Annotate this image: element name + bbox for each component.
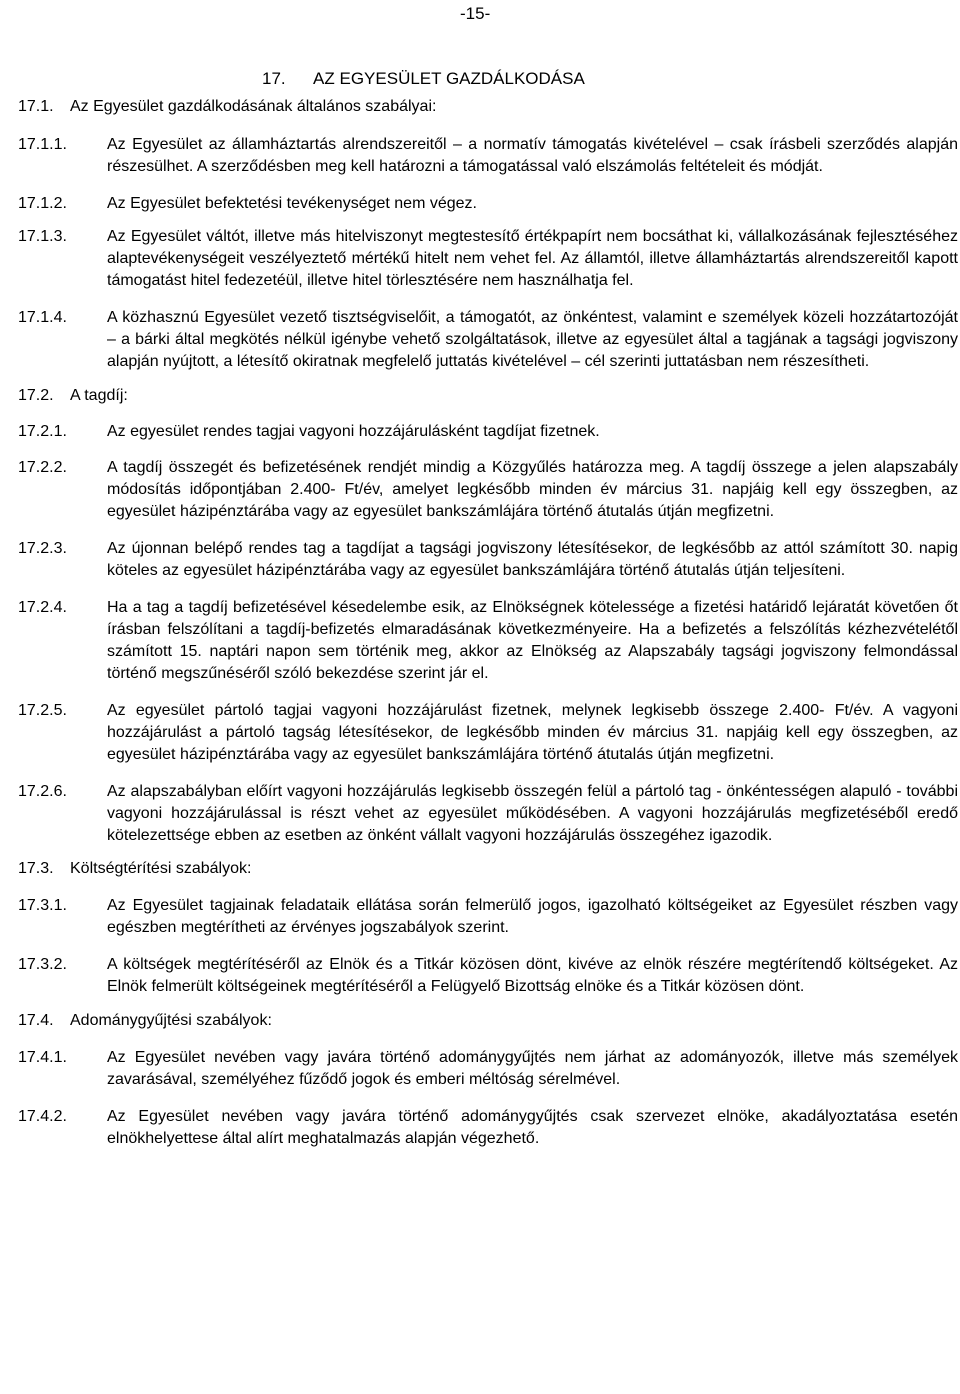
chapter-number: 17.: [262, 69, 286, 88]
clause-text: Az egyesület pártoló tagjai vagyoni hozzájárulást fizetnek, melynek legkisebb összege 2.400- Ft/év. A vagyoni hozzájárulást a pártoló tagság létesítésekor, de legkésőbb minden év március 31. napjáig kell egy összegben, az egyesület házipénztárába vagy az egyesület bankszámlájára történő átutalás útján megfizetni.: [107, 702, 958, 763]
clause: [18, 895, 958, 939]
clause-text: Az Egyesület nevében vagy javára történő adománygyűjtés nem járhat az adományozók, illetve más személyek zavarásával, személyéhez fűződő jogok és emberi méltóság sérelmével.: [107, 1049, 958, 1088]
chapter-title: AZ EGYESÜLET GAZDÁLKODÁSA: [313, 69, 585, 88]
section-number: 17.2.: [18, 387, 54, 404]
clause-text: Az Egyesület az államháztartás alrendszereitől – a normatív támogatás kivételével – csak írásbeli szerződés alapján részesülhet. A szerződésben meg kell határozni a támogatással való elszámolás feltételeit és módját.: [107, 136, 958, 175]
section-number: 17.4.: [18, 1012, 54, 1029]
clause-number: 17.1.4.: [18, 309, 67, 326]
clause: [18, 421, 958, 443]
clause-number: 17.4.1.: [18, 1049, 67, 1066]
clause-number: 17.2.5.: [18, 702, 67, 719]
clause-number: 17.3.1.: [18, 897, 67, 914]
clause-number: 17.1.3.: [18, 228, 67, 245]
clause-text: Az Egyesület nevében vagy javára történő adománygyűjtés csak szervezet elnöke, akadályoztatása esetén elnökhelyettese által alírt meghatalmazás alapján végezhető.: [107, 1108, 958, 1147]
clause: [18, 307, 958, 373]
clause-text: Az újonnan belépő rendes tag a tagdíjat a tagsági jogviszony létesítésekor, de legkésőbb az attól számított 30. napig köteles az egyesület házipénztárába vagy az egyesület bankszámlájára történő átutalás útján teljesíteni.: [107, 540, 958, 579]
clause-text: A közhasznú Egyesület vezető tisztségviselőit, a támogatót, az önkéntest, valamint e személyek közeli hozzátartozóját – a bárki által megkötés nélkül igénybe vehető szolgáltatások, illetve az egyesület által a tagjának a tagsági jogviszony alapján nyújtott, a létesítő okiratnak megfelelő juttatás kivételével – cél szerinti juttatásban nem részesítheti.: [107, 309, 958, 370]
clause: [18, 700, 958, 766]
chapter-heading: [262, 68, 585, 90]
clause-number: 17.1.2.: [18, 195, 67, 212]
clause: [18, 597, 958, 685]
section-title: A tagdíj:: [70, 387, 128, 404]
section-title: Az Egyesület gazdálkodásának általános szabályai:: [70, 98, 437, 115]
section-heading: [18, 385, 958, 407]
clause: [18, 193, 958, 215]
clause-text: Ha a tag a tagdíj befizetésével késedelembe esik, az Elnökségnek kötelessége a fizetési határidő lejáratát követően őt írásban felszólítani a tagdíj-befizetés elmaradásának következményeire. Ha a befizetés a felszólítás kézhezvételétől számított 15. naptári napon sem történik meg, akkor az Elnökség az Alapszabály tagsági jogviszony felmondással történő megszűnéséről szóló bekezdése szerint jár el.: [107, 599, 958, 682]
clause: [18, 538, 958, 582]
clause-number: 17.2.4.: [18, 599, 67, 616]
section-heading: [18, 96, 958, 118]
clause-text: A tagdíj összegét és befizetésének rendjét mindig a Közgyűlés határozza meg. A tagdíj összege a jelen alapszabály módosítás időpontjában 2.400- Ft/év, amelyet legkésőbb minden év március 31. napjáig kell egy összegben, az egyesület házipénztárába vagy az egyesület bankszámlájára történő átutalás útján megfizetni.: [107, 459, 958, 520]
section-number: 17.1.: [18, 98, 54, 115]
clause-number: 17.2.3.: [18, 540, 67, 557]
clause: [18, 1047, 958, 1091]
clause-text: Az Egyesület váltót, illetve más hitelviszonyt megtestesítő értékpapírt nem bocsáthat ki, vállalkozásának fejlesztéséhez alaptevékenységeit veszélyeztető mértékű hitelt nem vehet fel. Az államtól, illetve államháztartás alrendszereitől kapott támogatást hitel fedezetéül, illetve hitel törlesztésére nem használhatja fel.: [107, 228, 958, 289]
page-number: -15-: [460, 4, 491, 23]
clause-number: 17.1.1.: [18, 136, 67, 153]
section-title: Adománygyűjtési szabályok:: [70, 1012, 272, 1029]
clause: [18, 457, 958, 523]
clause-text: Az Egyesület befektetési tevékenységet nem végez.: [107, 195, 477, 212]
clause: [18, 1106, 958, 1150]
document-body: [18, 96, 958, 1150]
clause-number: 17.3.2.: [18, 956, 67, 973]
clause-text: Az Egyesület tagjainak feladataik ellátása során felmerülő jogos, igazolható költségeiket az Egyesület részben vagy egészben megtérítheti az érvényes jogszabályok szerint.: [107, 897, 958, 936]
section-heading: [18, 1010, 958, 1032]
clause-text: Az egyesület rendes tagjai vagyoni hozzájárulásként tagdíjat fizetnek.: [107, 423, 600, 440]
section-number: 17.3.: [18, 860, 54, 877]
clause: [18, 134, 958, 178]
clause-text: Az alapszabályban előírt vagyoni hozzájárulás legkisebb összegén felül a pártoló tag - önkéntességen alapuló - további vagyoni hozzájárulással is részt vehet az egyesület működésében. A vagyoni hozzájárulás megfizetéséből eredő kötelezettsége ebben az esetben az önként vállalt vagyoni hozzájárulás összegéhez igazodik.: [107, 783, 958, 844]
clause: [18, 781, 958, 847]
clause-text: A költségek megtérítéséről az Elnök és a Titkár közösen dönt, kivéve az elnök részére megtérítendő költségeket. Az Elnök felmerült költségeinek megtérítéséről a Felügyelő Bizottság elnöke és a Titkár közösen dönt.: [107, 956, 958, 995]
clause-number: 17.2.6.: [18, 783, 67, 800]
clause: [18, 954, 958, 998]
section-heading: [18, 858, 958, 880]
clause-number: 17.2.2.: [18, 459, 67, 476]
clause-number: 17.4.2.: [18, 1108, 67, 1125]
clause-number: 17.2.1.: [18, 423, 67, 440]
clause: [18, 226, 958, 292]
section-title: Költségtérítési szabályok:: [70, 860, 252, 877]
